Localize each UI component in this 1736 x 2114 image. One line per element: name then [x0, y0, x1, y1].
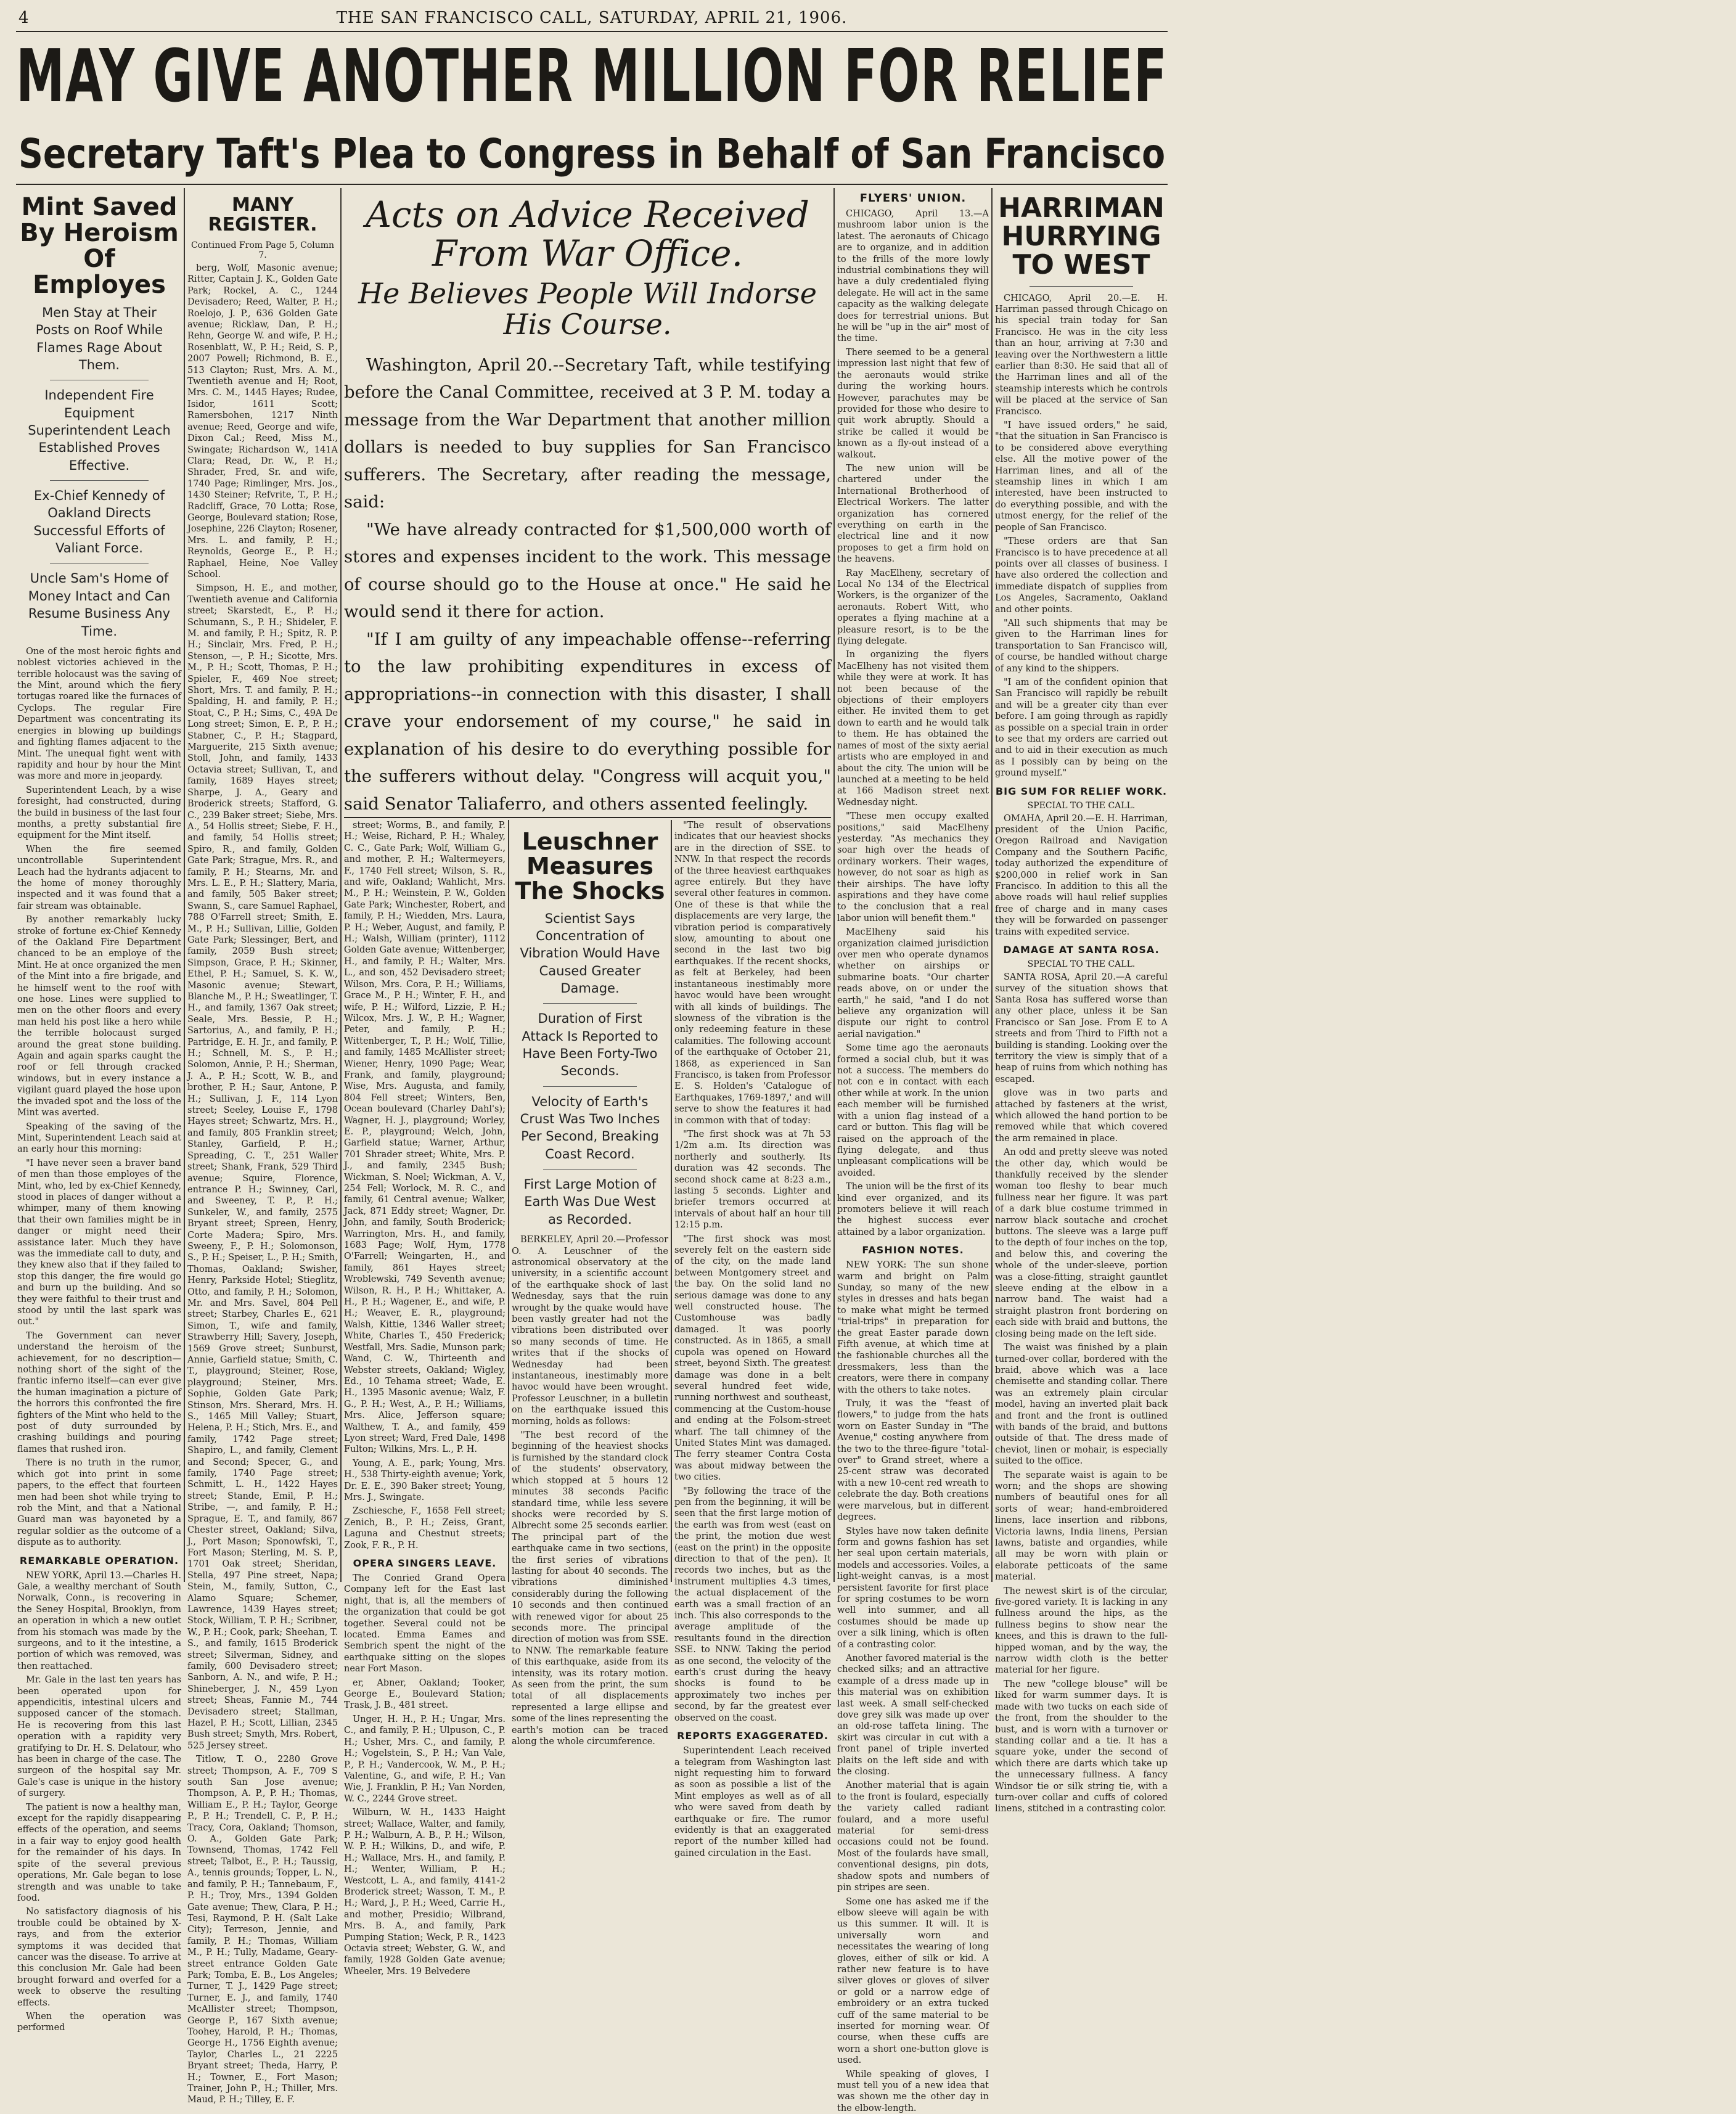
mint-body: [17, 646, 181, 1549]
taft-subheadline: He Believes People Will Indorse His Course.: [358, 277, 817, 341]
paragraph: Speaking of the saving of the Mint, Superintendent Leach said at an early hour this morning:: [17, 1121, 181, 1155]
paragraph: "These men occupy exalted positions," said MacElheny yesterday. "As mechanics they soar high over the heads of ordinary workers. Their wages, however, do not soar as high as their airships. The have lofty aspirations and they have come to the conclusion that a real labor union will benefit them.": [837, 811, 989, 924]
column-rule: [184, 188, 185, 1582]
taft-rule: [344, 817, 831, 818]
masthead-folio: [0, 5, 1184, 30]
paragraph: Wilburn, W. H., 1433 Haight street; Wallace, Walter, and family, P. H.; Walburn, A. B., P. H.; Wilson, W. P. H.; Wilkins, D., and wife, P. H.; Wallace, Mrs. H., and family, P. H.; Wenter, William, P. H.; Westcott, L. A., and family, 4141-2 Broderick street; Wasson, T. M., P. H.; Ward, J., P. H.; Weed, Carrie H., and mother, Presidio; Wilbrand, Mrs. B. A., and family, Park Pumping Station; Weck, P. R., 1423 Octavia street; Webster, G. W., and family, 1928 Golden Gate avenue; Wheeler, Mrs. 19 Belvedere: [344, 1808, 506, 1977]
paragraph: Titlow, T. O., 2280 Grove street; Thompson, A. F., 709 S south San Jose avenue; Thompson, A. P., P. H.; Thomas, William E., P. H.; Taylor, George P., P. H.; Trendell, C. P., P. H.; Tracy, Cora, Oakland; Thomson, O. A., Golden Gate Park; Townsend, Thomas, 1742 Fell street; Talbot, E., P. H.; Taussig, A., tennis grounds; Topper, L. N., and family, P. H.; Tannebaum, F., P. H.; Troy, Mrs., 1394 Golden Gate avenue; Thew, Clara, P. H.; Tesi, Raymond, P. H. (Salt Lake City); Terreson, Jennie, and family, P. H.; Thomas, William M., P. H.; Tully, Madame, Geary-street entrance Golden Gate Park; Tomba, E. B., Los Angeles; Turner, T. J., 1429 Page street; Turner, E. J., and family, 1740 McAllister street; Thompson, George P., 167 Sixth avenue; Toohey, Harold, P. H.; Thomas, George H., 1756 Eighth avenue; Taylor, Charles L., 21 2225 Bryant street; Theda, Harry, P. H.; Towner, E., Fort Mason; Trainer, John P., H.; Thiller, Mrs. Maud, P. H.; Tilley, E. F.: [187, 1755, 338, 2105]
column-harriman: [995, 188, 1168, 1814]
leuschner-decks: [512, 910, 668, 1229]
folio-rule: [16, 31, 1168, 32]
folio-line: THE SAN FRANCISCO CALL, SATURDAY, APRIL 21, 1906.: [336, 9, 848, 27]
harriman-body: [995, 293, 1168, 779]
paragraph: Mr. Gale in the last ten years has been operated upon for appendicitis, intestinal ulcers and supposed cancer of the stomach. He is recovering from this last operation with a rapidity very gratifying to Dr. H. S. Delatour, who has been in charge of the case. The surgeon of the hospital say Mr. Gale's case is unique in the history of surgery.: [17, 1675, 181, 1799]
paragraph: The patient is now a healthy man, except for the rapidly disappearing effects of the operation, and seems in a fair way to enjoy good health for the remainder of his days. In spite of the several previous operations, Mr. Gale began to lose strength and was unable to take food.: [17, 1802, 181, 1903]
deck-line: Men Stay at Their Posts on Roof While Flames Rage About Them.: [35, 305, 163, 373]
operation-heading: REMARKABLE OPERATION.: [19, 1554, 179, 1567]
paragraph: When the operation was performed: [17, 2011, 181, 2033]
relief-body: [995, 813, 1168, 938]
paragraph: SANTA ROSA, April 20.—A careful survey of the situation shows that Santa Rosa has suffered worse than any other place, unless it be San Francisco or San Jose. From E to A streets and from Third to Fifth not a building is standing. Looking over the territory the view is simply that of a heap of ruins from which nothing has escaped.: [995, 972, 1168, 1084]
deck-line: Scientist Says Concentration of Vibration Would Have Caused Greater Damage.: [520, 911, 660, 996]
paragraph: One of the most heroic fights and noblest victories achieved in the terrible holocaust was the saving of the Mint, around which the fiery tortugas roared like the furnaces of Cyclops. The regular Fire Department was concentrating its energies in blowing up buildings and fighting flames adjacent to the Mint. The unequal fight went with rapidity and hour by hour the Mint was more and more in jeopardy.: [17, 646, 181, 782]
relief-credit: SPECIAL TO THE CALL.: [1027, 800, 1136, 811]
paragraph: "If I am guilty of any impeachable offense--referring to the law prohibiting expenditures in excess of appropriations--in connection with this disaster, I shall crave your endorsement of my course," he said in explanation of his desire to do everything possible for the sufferers without delay. "Congress will acquit you," said Senator Taliaferro, and others assented feelingly.: [344, 629, 831, 814]
harriman-title: HARRIMAN HURRYING TO WEST: [998, 192, 1165, 281]
paragraph: "The result of observations indicates that our heaviest shocks are in the direction of SSE. to NNW. In that respect the records of the three heaviest earthquakes agree entirely. But they have several other features in common. One of these is that while the displacements are very large, the vibration period is comparatively slow, amounting to about one second in the last two big earthquakes. If the recent shocks, as felt at Berkeley, had been instantaneous inestimably more havoc would have been wrought with all kinds of buildings. The slowness of the vibration is the only redeeming feature in these calamities. The following account of the earthquake of October 21, 1868, as experienced in San Francisco, is taken from Professor E. S. Holden's 'Catalogue of Earthquakes, 1769-1897,' and will serve to show the features it had in common with that of today:: [674, 821, 831, 1126]
paragraph: BERKELEY, April 20.—Professor O. A. Leuschner of the astronomical observatory at the university, in a scientific account of the earthquake shock of last Wednesday, says that the ruin wrought by the quake would have been vastly greater had not the vibrations been distributed over so many seconds of time. He writes that if the shocks of Wednesday had been instantaneous, inestimably more havoc would have been wrought. Professor Leuschner, in a bulletin on the earthquake issued this morning, holds as follows:: [512, 1235, 668, 1427]
column-rule: [508, 820, 509, 1582]
paragraph: The waist was finished by a plain turned-over collar, bordered with the braid, above which was a lace chemisette and standing collar. There was an extremely plain circular model, having an inverted plait back and front and the front is outlined with bands of the braid, and buttons outside of that. The dress made of cheviot, linen or mohair, is especially suited to the office.: [995, 1343, 1168, 1467]
register-continued: Continued From Page 5, Column 7.: [190, 240, 335, 260]
santa-rosa-body: [995, 972, 1168, 1815]
paragraph: CHICAGO, April 13.—A mushroom labor union is the latest. The aeronauts of Chicago are to organize, and in addition to the frills of the more lowly industrial combinations they will have a duly credentialed flying delegate. He will act in the same capacity as the walking delegate does for terrestrial unions. But he will be "up in the air" most of the time.: [837, 209, 989, 344]
singers-body: [344, 1573, 506, 1675]
divider: [50, 480, 149, 481]
paragraph: When the fire seemed uncontrollable Superintendent Leach had the hydrants adjacent to the home of money thoroughly inspected and it was found that a fair stream was obtainable.: [17, 844, 181, 911]
paragraph: glove was in two parts and attached by fasteners at the wrist, which allowed the hand portion to be removed while that which covered the arm remained in place.: [995, 1088, 1168, 1144]
register-title: MANY REGISTER.: [208, 194, 317, 236]
divider: [543, 1086, 637, 1087]
paragraph: street; Worms, B., and family, P. H.; Weise, Richard, P. H.; Whaley, C. C., Gate Park; Wolf, William G., and mother, P. H.; Waltermeyers, F., 1740 Fell street; Wilson, S. R., and wife, Oakland; Wahlicht, Mrs. M., P. H.; Weinstein, P. W., Golden Gate Park; Winchester, Robert, and family, P. H.; Wiedden, Mrs. Laura, P. H.; Weber, August, and family, P. H.; Walsh, William (printer), 1112 Golden Gate avenue; Wittenberger, H., and family, P. H.; Walter, Mrs. L., and son, 452 Devisadero street; Wilson, Mrs. Cora, P. H.; Williams, Grace M., P. H.; Winter, F. H., and wife, P. H.; Wilford, Lizzie, P. H.; Wilcox, Mrs. J. W., P. H.; Wagner, Peter, and family, P. H.; Wittenberger, T., P. H.; Wolf, Tillie, and family, 1485 McAllister street; Wiener, Henry, 1090 Page; Wear, Frank, and family, playground; Wise, Mrs. Augusta, and family, 804 Fell street; Winters, Ben, Ocean boulevard (Charley Dahl's); Wagner, H. J., playground; Worley, E. P., playground; Welch, John, Garfield statue; Warner, Arthur, 701 Shrader street; White, Mrs. P. J., and family, 2345 Bush; Wickman, S. Noel; Wickman, A. V., 254 Fell; Worlock, M. R. C., and family, 61 Central avenue; Walker, Jack, 871 Eddy street; Wagner, Dr. John, and family, South Broderick; Warrington, Mrs. H., and family, 1683 Page; Wolf, Hym, 1778 O'Farrell; Weingarten, H., and family, 861 Hayes street; Wroblewski, 749 Seventh avenue; Wilson, R. H., P. H.; Whittaker, A. H., P. H.; Wagener, E., and wife, P. H.; Weaver, E. R., playground; Walsh, Kittie, 1346 Waller street; White, Charles T., 450 Frederick; Westfall, Mrs. Sadie, Munson park; Wand, C. W., Thirteenth and Webster streets, Oakland; Wigley, Ed., 10 Tehama street; Wade, E. H., 1395 Masonic avenue; Walz, F. G., P. H.; West, A., P. H.; Williams, Mrs. Alice, Jefferson square; Walthew, T. A., and family, 459 Lyon street; Ward, Fred Dale, 1498 Fulton; Wilkins, Mrs. L., P. H.: [344, 821, 506, 1455]
leuschner-title: Leuschner Measures The Shocks: [515, 828, 665, 904]
deck-line: Velocity of Earth's Crust Was Two Inches Per Second, Breaking Coast Record.: [520, 1094, 660, 1161]
paragraph: MacElheny said his organization claimed jurisdiction over men who operate dynamos whether on airships or submarine boats. "Our charter reads above, on or under the earth," he said, "and I do not believe any organization will dispute our right to control aerial navigation.": [837, 927, 989, 1039]
paragraph: By another remarkably lucky stroke of fortune ex-Chief Kennedy of the Oakland Fire Department chanced to be an employe of the Mint. He at once organized the men of the Mint into a fire brigade, and he himself went to the roof with one hose. Lines were supplied to men on the other floors and every man held his post like a hero while the terrible holocaust surged around the great stone building. Again and again sparks caught the roof or fell through cracked windows, but in every instance a vigilant guard played the hose upon the invaded spot and the loss of the Mint was averted.: [17, 915, 181, 1118]
paragraph: While speaking of gloves, I must tell you of a new idea that was shown me the other day in the elbow-length.: [837, 2069, 989, 2113]
paragraph: "The first shock was most severely felt on the eastern side of the city, on the made land between Montgomery street and the bay. On the solid land no serious damage was done to any well constructed house. The Customhouse was badly damaged. It was poorly constructed. As in 1865, a small cupola was opened on Howard street, beyond Sixth. The greatest damage was done in a belt several hundred feet wide, running northwest and southeast, commencing at the Custom-house and ending at the Folsom-street wharf. The tall chimney of the United States Mint was damaged. The ferry steamer Contra Costa was about midway between the two cities.: [674, 1234, 831, 1483]
register-body: [187, 263, 338, 2106]
paragraph: Simpson, H. E., and mother, Twentieth avenue and California street; Skarstedt, E., P. H.; Schumann, S., P. H.; Shideler, F. M. and family, P. H.; Spitz, R. P. H.; Sinclair, Mrs. Fred, P. H.; Stenson, —, P. H.; Sicotte, Mrs. M., P. H.; Scott, Thomas, P. H.; Spieler, F., 469 Noe street; Short, Mrs. T. and family, P. H.; Spalding, H. and family, P. H.; Stoat, C., P. H.; Sims, C., 49A De Long street; Simon, E. P., P. H.; Stabner, C., P. H.; Stagpard, Marguerite, 215 Sixth avenue; Stoll, John, and family, 1433 Octavia street; Sullivan, T., and family, 1689 Hayes street; Sharpe, J. A., Geary and Broderick streets; Stafford, G. C., 239 Baker street; Siebe, Mrs. A., 54 Hollis street; Siebe, F. H., and family, 54 Hollis street; Spiro, R., and family, Golden Gate Park; Strague, Mrs. R., and family, P. H.; Stearns, Mr. and Mrs. L. E., P. H.; Slattery, Maria, and family, 505 Baker street; Swann, S., care Samuel Raphael, 788 O'Farrell street; Smith, E. M., P. H.; Sullivan, Lillie, Golden Gate Park; Slessinger, Bert, and family, 2059 Bush street; Simpson, Grace, P. H.; Skinner, Ethel, P. H.; Samuel, S. K. W., Masonic avenue; Stewart, Blanche M., P. H.; Sweatlinger, T. H., and family, 1367 Oak street; Seale, Mrs. Bessie, P. H.; Sartorius, A., and family, P. H.; Partridge, E. H. Jr., and family, P. H.; Schnell, M. S., P. H.; Solomon, Annie, P. H.; Sherman, J. A., P. H.; Scott, W. B., and brother, P. H.; Saur, Antone, P. H.; Sullivan, J. F., 114 Lyon street; Seeley, Louise F., 1798 Hayes street; Schwartz, Mrs. H., and family, 805 Franklin street; Stanley, Garfield, P. H.; Spreading, C. T., 251 Waller street; Shank, Frank, 529 Third avenue; Squire, Florence, entrance P. H.; Swinney, Carl, and Sweeney, T. P., P. H.; Sunkeler, W., and family, 2575 Bryant street; Spreen, Henry, Corte Madera; Spiro, Mrs. Sweeny, F., P. H.; Solomonson, S., P. H.; Speiser, L., P. H.; Smith, Thomas, Oakland; Swisher, Henry, Parkside Hotel; Stieglitz, Otto, and family, P. H.; Solomon, Mr. and Mrs. Savel, 804 Pell street; Starbey, Charles E., 621 Simon, T., wife and family, Strawberry Hill; Savery, Joseph, 1569 Grove street; Sunburst, Annie, Garfield statue; Smith, C. T., playground; Steiner, Rose, playground; Steiner, Mrs. Sophie, Golden Gate Park; Stinson, Mrs. Sherard, Mrs. H. S., 1465 Mill Valley; Stuart, Helena, P. H.; Stich, Mrs. E., and family, 1742 Page street; Shapiro, L., and family, Clement and Second; Specer, G., and family, 1740 Page street; Schmitt, L. H., 1422 Hayes street; Stande, Emil, P. H.; Stribe, —, and family, P. H.; Sprague, E. T., and family, 867 Chester street, Oakland; Silva, J., Port Mason; Sponowfski, T., Fort Mason; Sterling, M. S. P., 1701 Oak street; Sheridan, Stella, 497 Pine street, Napa; Stein, M., family, Sutton, C., Alamo Square; Schemer, Lawrence, 1439 Hayes street; Stock, William, T. P. H.; Scribner, W., P. H.; Cook, park; Sheehan, T. S., and family, 1615 Broderick street; Silverman, Sidney, and family, 600 Devisadero street; Sanborn, A. N., and wife, P. H.; Shineberger, J. N., 459 Lyon street; Sheas, Fannie M., 744 Devisadero street; Stallman, Hazel, P. H.; Scott, Lillian, 2345 Bush street; Smyth, Mrs. Robert, 525 Jersey street.: [187, 583, 338, 1751]
deck-line: Ex-Chief Kennedy of Oakland Directs Successful Efforts of Valiant Force.: [33, 488, 165, 556]
flyers-body: [837, 208, 989, 1238]
mint-title: Mint Saved By Heroism Of Employes: [20, 193, 179, 299]
operation-body: [17, 1570, 181, 2034]
paragraph: An odd and pretty sleeve was noted the other day, which would be thankfully received by the slender woman too fleshy to bear much fullness near her figure. It was part of a dark blue costume trimmed in narrow black soutache and crochet buttons. The sleeve was a large puff to the depth of four inches on the top, and below this, and covering the whole of the under-sleeve, portion was a close-fitting, straight gauntlet sleeve ending at the elbow in a narrow band. The waist had a straight plastron front bordering on each side with braid and buttons, the closing being made on the left side.: [995, 1147, 1168, 1339]
paragraph: "By following the trace of the pen from the beginning, it will be seen that the first large motion of the earth was from west (east on the print, the motion due west (east on the print) in the opposite direction to that of the pen). It records two inches, but as the instrument multiplies 4.3 times, the actual displacement of the earth was a small fraction of an inch. This also corresponds to the average amplitude of the resultants found in the direction SSE. to NNW. Taking the period as one second, the velocity of the earth's crust during the heavy shocks is found to be approximately two inches per second, by far the greatest ever observed on the coast.: [674, 1486, 831, 1723]
paragraph: NEW YORK, April 13.—Charles H. Gale, a wealthy merchant of South Norwalk, Conn., is recovering in the Seney Hospital, Brooklyn, from an operation in which a new outlet from his stomach was made by the surgeons, and to it the intestine, a portion of which was removed, was then reattached.: [17, 1570, 181, 1671]
column-rule: [671, 820, 672, 1582]
main-headline: MAY GIVE ANOTHER MILLION FOR RELIEF: [16, 33, 1168, 118]
paragraph: The new "college blouse" will be liked for warm summer days. It is made with two tucks on each side of the front, from the shoulder to the bust, and is worn with a turnover or standing collar and a tie. It has a square yoke, under the second of which there are darts which take up the unnecessary fullness. A fancy Windsor tie or silk string tie, with a turn-over collar and cuffs of colored linens, stitched in a contrasting color.: [995, 1679, 1168, 1814]
paragraph: Washington, April 20.--Secretary Taft, while testifying before the Canal Committee, received at 3 P. M. today a message from the War Department that another million dollars is needed to buy supplies for San Francisco sufferers. The Secretary, after reading the message, said:: [344, 354, 831, 512]
paragraph: er, Abner, Oakland; Tooker, George E., Boulevard Station; Trask, J. B., 481 street.: [344, 1678, 506, 1711]
paragraph: CHICAGO, April 20.—E. H. Harriman passed through Chicago on his special train today for San Francisco. He was in the city less than an hour, arriving at 7:30 and leaving over the Northwestern a little earlier than 8:30. He said that all of the Harriman lines and all of the steamship interests which he controls will be placed at the service of San Francisco.: [995, 293, 1168, 417]
paragraph: Superintendent Leach received a telegram from Washington last night requesting him to forward as soon as possible a list of the Mint employes as well as of all who were saved from death by earthquake or fire. The rumor evidently is that an exaggerated report of the number killed had gained circulation in the East.: [674, 1746, 831, 1858]
singers-heading: OPERA SINGERS LEAVE.: [353, 1557, 497, 1569]
paragraph: In organizing the flyers MacElheny has not visited them while they were at work. It has not been because of the objections of their employers either. He invited them to get down to earth and he would talk to them. He has obtained the names of most of the sixty aerial artists who are employed in and about the city. The union will be launched at a meeting to be held at 166 Madison street next Wednesday night.: [837, 650, 989, 808]
divider: [543, 1169, 637, 1170]
paragraph: Truly, it was the "feast of flowers," to judge from the hats worn on Easter Sunday in "The Avenue," costing anywhere from the two to the three-figure "total-over" to Grand street, where a 25-cent straw was decorated with a new 10-cent red wreath to celebrate the day. Both creations were marvelous, but in different degrees.: [837, 1399, 989, 1523]
divider: [543, 1003, 637, 1004]
paragraph: Some one has asked me if the elbow sleeve will again be with us this summer. It will. It is universally worn and necessitates the wearing of long gloves, either of silk or kid. A rather new feature is to have silver gloves or gloves of silver or gold or a narrow edge of embroidery or an extra tucked cuff of the same material to be inserted for morning wear. Of course, when these cuffs are worn a short one-button glove is used.: [837, 1896, 989, 2066]
column-rule: [833, 188, 835, 1582]
paragraph: Zschiesche, F., 1658 Fell street; Zenich, B., P. H.; Zeiss, Grant, Laguna and Chestnut streets; Zook, F. R., P. H.: [344, 1506, 506, 1551]
column-register-cont: [344, 820, 506, 1977]
paragraph: "The first shock was at 7h 53 1/2m a.m. Its direction was northerly and southerly. Its duration was 42 seconds. The second shock came at 8:23 a.m., lasting 5 seconds. Lighter and briefer tremors occurred at intervals of about half an hour till 12:15 p.m.: [674, 1129, 831, 1231]
column-register: [187, 188, 338, 2105]
paragraph: "These orders are that San Francisco is to have precedence at all points over all classes of business. I have also ordered the collection and immediate dispatch of supplies from Los Angeles, Sacramento, Oakland and other points.: [995, 536, 1168, 615]
paragraph: Another favored material is the checked silks; and an attractive example of a dress made up in this material was on exhibition last week. A small self-checked dove grey silk was made up over an old-rose taffeta lining. The skirt was circular in cut with a front panel of triple inverted plaits on the left side and with the closing.: [837, 1653, 989, 1777]
paragraph: There is no truth in the rumor, which got into print in some papers, to the effect that fourteen men had been shot while trying to rob the Mint, and that a National Guard man was bayoneted by a regular soldier as the outcome of a dispute as to authority.: [17, 1458, 181, 1548]
paragraph: "The best record of the beginning of the heaviest shocks is furnished by the standard clock of the students' observatory, which stopped at 5 hours 12 minutes 38 seconds Pacific standard time, while less severe shocks were recorded by S. Albrecht some 25 seconds earlier. The principal part of the earthquake came in two sections, the first series of vibrations lasting for about 40 seconds. The vibrations diminished considerably during the following 10 seconds and then continued with renewed vigor for about 25 seconds more. The principal direction of motion was from SSE. to NNW. The remarkable feature of this earthquake, aside from its intensity, was its rotary motion. As seen from the print, the sum total of all displacements represented a large ellipse and some of the lines representing the earth's motion can be traced along the whole circumference.: [512, 1430, 668, 1747]
paragraph: "All such shipments that may be given to the Harriman lines for transportation to San Francisco will, of course, be handled without charge of any kind to the shippers.: [995, 618, 1168, 674]
sub-headline: Secretary Taft's Plea to Congress in Behalf of San Francisco: [18, 130, 1166, 178]
headline-rule: [16, 184, 1168, 185]
paragraph: The Government can never understand the heroism of the achievement, for no description—nothing short of the sight of the frantic inferno itself—can ever give the human imagination a picture of the horrors this confronted the fire fighters of the Mint who held to the post of duty surrounded by crashing buildings and pouring flames that rushed iron.: [17, 1330, 181, 1454]
deck-line: First Large Motion of Earth Was Due West as Recorded.: [523, 1177, 657, 1227]
paragraph: "We have already contracted for $1,500,000 worth of stores and expenses incident to the work. This message of course should go to the House at once." He said he would send it there for action.: [344, 519, 831, 622]
paragraph: No satisfactory diagnosis of his trouble could be obtained by X-rays, and from the exterior symptoms it was decided that cancer was the disease. To arrive at this conclusion Mr. Gale had been brought forward and overfed for a week to observe the resulting effects.: [17, 1907, 181, 2008]
paragraph: NEW YORK: The sun shone warm and bright on Palm Sunday, so many of the new styles in dresses and hats began to make what might be termed "trial-trips" in preparation for the great Easter parade down Fifth avenue, at which time at the fashionable churches all the dressmakers, less than the creators, were there in company with the others to take notes.: [837, 1260, 989, 1395]
paragraph: Ray MacElheny, secretary of Local No 134 of the Electrical Workers, is the organizer of the aeronauts. Robert Witt, who operates a flying machine at a pleasure resort, is to be the flying delegate.: [837, 568, 989, 647]
flyers-heading: FLYERS' UNION.: [859, 192, 967, 205]
paragraph: Superintendent Leach, by a wise foresight, had constructed, during the build in business of the last four months, a pretty substantial fire equipment for the Mint itself.: [17, 785, 181, 841]
page-number: 4: [18, 9, 29, 27]
santa-rosa-heading: DAMAGE AT SANTA ROSA.: [1003, 944, 1160, 956]
column-rule: [991, 188, 993, 1582]
relief-heading: BIG SUM FOR RELIEF WORK.: [995, 785, 1168, 797]
column-flyers: [837, 188, 989, 2113]
taft-story: [344, 188, 831, 814]
mint-decks: [17, 304, 181, 640]
paragraph: "I have issued orders," he said, "that the situation in San Francisco is to be considered above everything else. All the motive power of the Harriman lines, and all of the steamship lines in which I am interested, have been instructed to do everything possible, and with the utmost energy, for the relief of the people of San Francisco.: [995, 420, 1168, 533]
santa-rosa-credit: SPECIAL TO THE CALL.: [1027, 959, 1136, 970]
paragraph: There seemed to be a general impression last night that few of the aeronauts would strike during the working hours. However, parachutes may be provided for those who desire to quit work abruptly. Should a strike be called it would be known as a fly-out instead of a walkout.: [837, 347, 989, 460]
paragraph: OMAHA, April 20.—E. H. Harriman, president of the Union Pacific, Oregon Railroad and Navigation Company and the Southern Pacific, today authorized the expenditure of $200,000 in relief work in San Francisco. In addition to this all the above roads will haul relief supplies free of charge and in many cases they will be forwarded on passenger trains with expedited service.: [995, 813, 1168, 937]
paragraph: "I have never seen a braver band of men than those employes of the Mint, who, led by ex-Chief Kennedy, stood in places of danger without a whimper, many of them knowing that their own families might be in danger or might need their assistance later. Much they have was the immediate call to duty, and they knew also that if they failed to stop this danger, the fire would go and burn up the building. And so they were faithful to their trust and stood by until the last spark was out.": [17, 1158, 181, 1327]
reports-body: [674, 1745, 831, 1859]
deck-line: Duration of First Attack Is Reported to Have Been Forty-Two Seconds.: [522, 1011, 658, 1079]
column-leuschner: [512, 820, 668, 1747]
paragraph: The separate waist is again to be worn; and the shops are showing numbers of beautiful ones for all sorts of wear; hand-embroidered linens, lace insertion and ribbons, Victoria lawns, India linens, Persian lawns, batiste and organdies, while all may be worn with plain or elaborate petticoats of the same material.: [995, 1470, 1168, 1583]
column-rule: [340, 188, 342, 1582]
taft-headline: Acts on Advice Received From War Office.: [366, 194, 809, 274]
divider: [1030, 286, 1133, 287]
fashion-body: [837, 1260, 989, 2114]
paragraph: Styles have now taken definite form and gowns fashion has set her seal upon certain materials, models and accessories. Voiles, a light-weight canvas, is a most persistent favorite for first place for spring costumes to be worn well into summer, and all costumes should be made up over a silk lining, which is often of a contrasting color.: [837, 1526, 989, 1650]
paragraph: Unger, H. H., P. H.; Ungar, Mrs. C., and family, P. H.; Ulpuson, C., P. H.; Usher, Mrs. C., and family, P. H.; Vogelstein, S., P. H.; Van Vale, P., P. H.; Vandercook, W. M., P. H.; Valentine, G., and wife, P. H.; Van Wie, J. Franklin, P. H.; Van Norden, W. C., 2244 Grove street.: [344, 1714, 506, 1804]
paragraph: The newest skirt is of the circular, five-gored variety. It is lacking in any fullness around the hips, as the fullness begins to show near the knees, and this is drawn to the full-hipped woman, and by the way, the narrow width cloth is the better material for her figure.: [995, 1586, 1168, 1676]
paragraph: Young, A. E., park; Young, Mrs. H., 538 Thirty-eighth avenue; York, Dr. E. E., 390 Baker street; Young, Mrs. J., Swingate.: [344, 1458, 506, 1502]
paragraph: Another material that is again to the front is foulard, especially the variety called radiant foulard, and a more useful material for semi-dress occasions could not be found. Most of the foulards have small, conventional designs, pin dots, shadow spots and numbers of pin stripes are seen.: [837, 1780, 989, 1893]
column-mint: [17, 188, 181, 2033]
taft-body: [344, 351, 831, 818]
paragraph: "I am of the confident opinion that San Francisco will rapidly be rebuilt and will be a greater city than ever before. I am going through as rapidly as possible on a special train in order to see that my orders are carried out and to aid in their execution as much as I possibly can by being on the ground myself.": [995, 677, 1168, 779]
paragraph: Some time ago the aeronauts formed a social club, but it was not a success. The members do not con e in contact with each other while at work. In the union each member will be furnished with a union flag instead of a card or button. This flag will be raised on the approach of the flying delegate, and thus unpleasant complications will be avoided.: [837, 1043, 989, 1178]
paragraph: The new union will be chartered under the International Brotherhood of Electrical Workers. The latter organization has cornered everything on earth in the electrical line and it now proposes to get a firm hold on the heavens.: [837, 463, 989, 565]
paragraph: The union will be the first of its kind ever organized, and its promoters believe it will reach the highest success ever attained by a labor organization.: [837, 1182, 989, 1237]
column-earthquake: [674, 820, 831, 1858]
fashion-heading: FASHION NOTES.: [862, 1244, 964, 1256]
register-cont-body: [344, 820, 506, 1551]
deck-line: Independent Fire Equipment Superintendent Leach Established Proves Effective.: [28, 388, 171, 473]
earthquake-body: [674, 820, 831, 1724]
paragraph: The Conried Grand Opera Company left for the East last night, that is, all the members of the organization that could be got together. Several could not be located. Emma Eames and Sembrich spent the night of the earthquake sitting on the slopes near Fort Mason.: [344, 1573, 506, 1674]
register-after-body: [344, 1678, 506, 1978]
leuschner-body: [512, 1234, 668, 1747]
reports-heading: REPORTS EXAGGERATED.: [677, 1730, 829, 1742]
paragraph: berg, Wolf, Masonic avenue; Ritter, Captain J. K., Golden Gate Park; Rockel, A. C., 1244 Devisadero; Reed, Walter, P. H.; Roelojo, J. P., 636 Golden Gate avenue; Ricklaw, Dan, P. H.; Rehn, George W. and wife, P. H.; Rosenblatt, W., P. H.; Reid, S. P., 2007 Powell; Richmond, B. E., 513 Clayton; Rust, Mrs. A. M., Twentieth avenue and H; Root, Mrs. C. M., 1445 Hayes; Rudee, Isidor, 1611 Scott; Ramersbohen, 1217 Ninth avenue; Reed, George and wife, Dixon Cal.; Reed, Miss M., Swingate; Richardson W., 141A Clara; Read, Dr. W., P. H.; Shrader, Fred, Sr. and wife, 1740 Page; Rimlinger, Mrs. Jos., 1430 Steiner; Refvrite, T., P. H.; Radcliff, Grace, 70 Lotta; Rose, George, Boulevard station; Rose, Josephine, 226 Clayton; Rosener, Mrs. L. and family, P. H.; Reynolds, George E., P. H.; Raphael, Heine, Noe Valley School.: [187, 263, 338, 580]
deck-line: Uncle Sam's Home of Money Intact and Can Resume Business Any Time.: [28, 571, 171, 639]
